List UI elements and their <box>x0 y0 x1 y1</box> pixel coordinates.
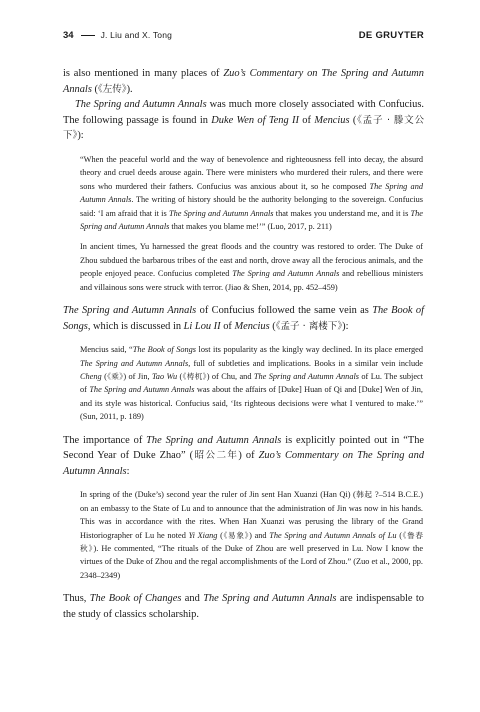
header-authors: J. Liu and X. Tong <box>100 30 173 40</box>
page-number: 34 <box>63 29 74 41</box>
publisher-name: DE GRUYTER <box>358 29 424 41</box>
block-quote-4: In spring of the (Duke’s) second year the ruler of Jin sent Han Xuanzi (Han Qi) (韩起 ?–514 B.C.E.) on an embassy to the State of Lu and to announce that the administration of Jin was now in his hands. This was in accordance with the rites. When Han Xuanzi was perusing the library of the Grand Historiographer of Lu he noted Yi Xiang (《易象》) and The Spring and Autumn Annals of Lu (《鲁春秋》). He commented, “The rituals of the Duke of Zhou are well preserved in Lu. Now I know the virtues of the Duke of Zhou and the regal accomplishments of the Lord of Zhou.” (Zuo et al., 2000, pp. 2348–2349) <box>80 490 423 580</box>
header-rule <box>81 35 95 36</box>
block-quote-3: Mencius said, “The Book of Songs lost its popularity as the kingly way declined. In its place emerged The Spring and Autumn Annals, full of subtleties and implications. Books in a similar vein include Cheng (《乘》) of Jin, Tao Wu (《梼杌》) of Chu, and The Spring and Autumn Annals of Lu. The subject of The Spring and Autumn Annals was about the affairs of [Duke] Huan of Qi and [Duke] Wen of Jin, and its style was historical. Confucius said, ‘Its righteous decisions were what I ventured to make.’” (Sun, 2011, p. 189) <box>80 345 424 422</box>
body-paragraph-4: The importance of The Spring and Autumn Annals is explicitly pointed out in “The Second Year of Duke Zhao” (昭公二年) of Zuo’s Commentary on The Spring and Autumn Annals: <box>63 434 425 477</box>
running-header <box>63 28 424 42</box>
body-paragraph-1: is also mentioned in many places of Zuo’s Commentary on The Spring and Autumn Annals (《左传》). <box>63 68 424 95</box>
body-paragraph-3: The Spring and Autumn Annals of Confucius followed the same vein as The Book of Songs, which is discussed in Li Lou II of Mencius (《孟子 · 离楼下》): <box>63 305 424 332</box>
block-quote-1: “When the peaceful world and the way of benevolence and righteousness fell into decay, the absurd theory and cruel deeds arouse again. There were ministers who murdered their rulers, and there were sons who murdered their fathers. Confucius was anxious about it, so he composed The Spring and Autumn Annals. The writing of history should be the authority belonging to the sovereign. Confucius said: ‘I am afraid that it is The Spring and Autumn Annals that makes you understand me, and it is The Spring and Autumn Annals that makes you blame me!’” (Luo, 2017, p. 211) <box>80 154 424 231</box>
page-body <box>63 66 424 622</box>
body-paragraph-5: Thus, The Book of Changes and The Spring and Autumn Annals are indispensable to the study of classics scholarship. <box>63 593 425 620</box>
block-quote-2: In ancient times, Yu harnessed the great floods and the country was restored to order. The Duke of Zhou subdued the barbarous tribes of the east and north, drove away all the ferocious animals, and the people enjoyed peace. Confucius completed The Spring and Autumn Annals and rebellious ministers and villainous sons were struck with terror. (Jiao & Shen, 2014, pp. 452–459) <box>80 242 424 292</box>
body-paragraph-2: The Spring and Autumn Annals was much more closely associated with Confucius. The following passage is found in Duke Wen of Teng II of Mencius (《孟子 · 滕文公下》): <box>63 99 425 142</box>
